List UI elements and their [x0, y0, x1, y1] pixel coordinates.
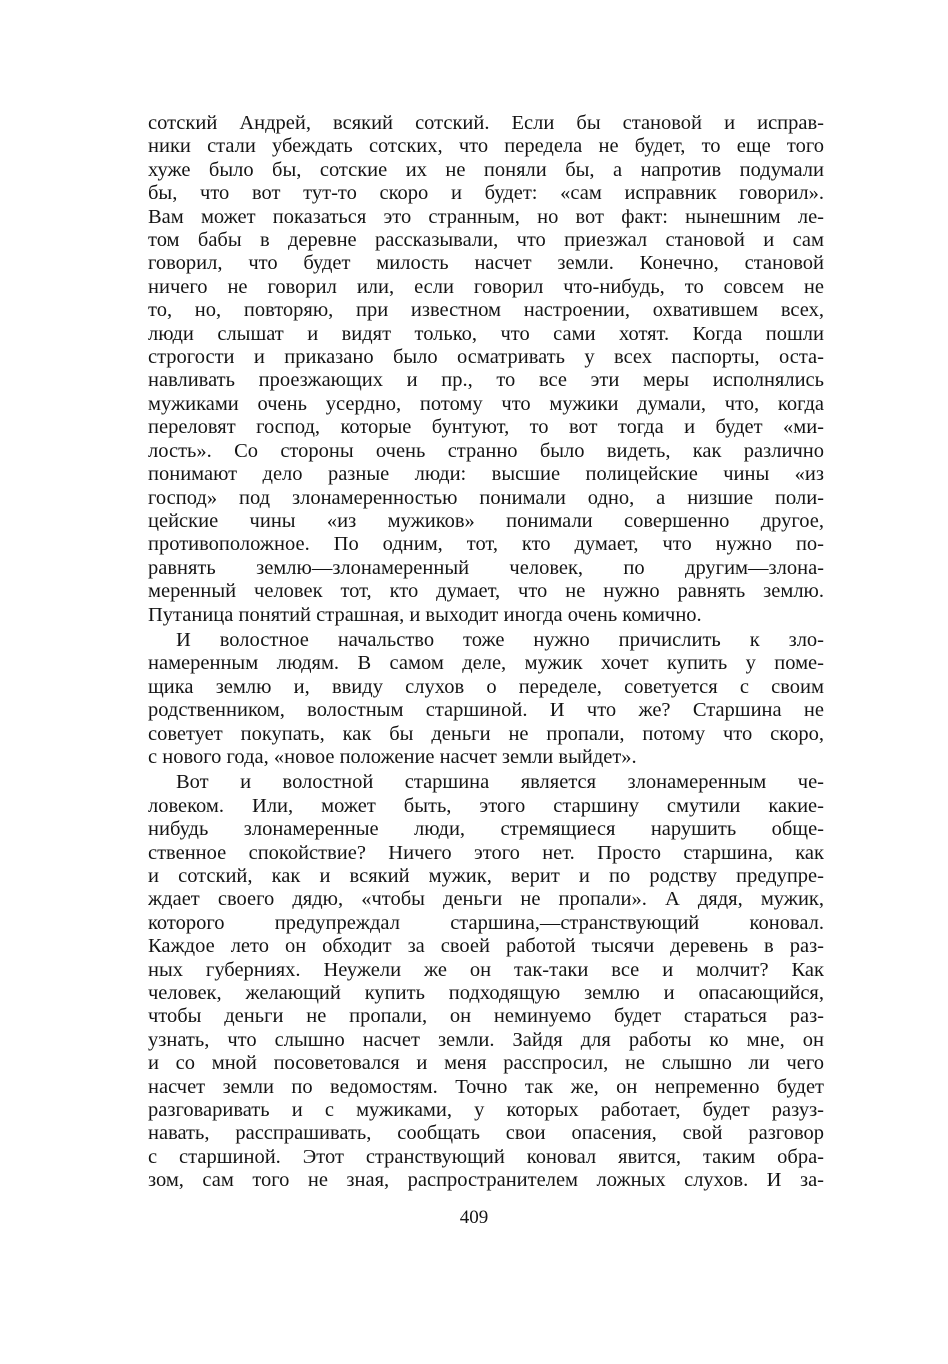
text-line: ных губерниях. Неужели же он так-таки все и молчит? Как: [148, 958, 824, 981]
paragraph: [148, 771, 824, 1192]
paragraph: [148, 112, 824, 627]
text-line: ловеком. Или, может быть, этого старшину смутили какие-: [148, 794, 824, 817]
text-line: Каждое лето он обходит за своей работой тысячи деревень в раз-: [148, 935, 824, 958]
text-line: и сотский, как и всякий мужик, верит и по родству предупре-: [148, 865, 824, 887]
text-line: понимают дело разные люди: высшие полицейские чины «из: [148, 463, 824, 486]
text-line: которого предупреждал старшина,—странствующий коновал.: [148, 911, 824, 934]
text-line: разговаривать и с мужиками, у которых работает, будет разуз-: [148, 1099, 824, 1122]
text-line: человек, желающий купить подходящую землю и опасающийся,: [148, 982, 824, 1005]
text-line: переловят господ, которые бунтуют, то вот тогда и будет «ми-: [148, 416, 824, 439]
text-line: чтобы деньги не пропали, он неминуемо будет стараться раз-: [148, 1005, 824, 1028]
text-line: противоположное. По одним, тот, кто думает, что нужно по-: [148, 533, 824, 556]
text-line: навать, расспрашивать, сообщать свои опасения, свой разговор: [148, 1122, 824, 1145]
text-line: люди слышат и видят только, что сами хотят. Когда пошли: [148, 322, 824, 345]
text-line: с старшиной. Этот странствующий коновал явится, таким обра-: [148, 1145, 824, 1168]
text-line: строгости и приказано было осматривать у всех паспорты, оста-: [148, 346, 824, 369]
text-line: том бабы в деревне рассказывали, что приезжал становой и сам: [148, 229, 824, 252]
text-line: Путаница понятий страшная, и выходит иногда очень комично.: [148, 603, 702, 626]
text-line: бы, что вот тут-то скоро и будет: «сам исправник говорил».: [148, 182, 824, 205]
text-line: узнать, что слышно насчет земли. Зайдя для работы ко мне, он: [148, 1028, 824, 1051]
body-text: [148, 112, 824, 1193]
text-line: ственное спокойствие? Ничего этого нет. Просто старшина, как: [148, 841, 824, 864]
text-line: Вот и волостной старшина является злонамеренным че-: [176, 771, 824, 794]
text-line: и со мной посоветовался и меня расспросил, не слышно ли чего: [148, 1052, 824, 1075]
text-line: И волостное начальство тоже нужно причислить к зло-: [176, 628, 824, 651]
text-line: мужиками очень усердно, потому что мужики думали, что, когда: [148, 392, 824, 415]
text-line: зом, сам того не зная, распространителем ложных слухов. И за-: [148, 1169, 824, 1192]
text-line: советует покупать, как бы деньги не пропали, потому что скоро,: [148, 722, 824, 745]
text-line: щика землю и, ввиду слухов о переделе, советуется с своим: [148, 675, 824, 698]
text-line: цейские чины «из мужиков» понимали совершенно другое,: [148, 509, 824, 532]
text-line: ждает своего дядю, «чтобы деньги не пропали». А дядя, мужик,: [148, 888, 824, 911]
text-line: родственником, волостным старшиной. И что же? Старшина не: [148, 699, 824, 722]
text-line: лость». Со стороны очень странно было видеть, как различно: [148, 439, 824, 462]
paragraph: [148, 629, 824, 769]
text-line: то, но, повторяю, при известном настроении, охватившем всех,: [148, 299, 824, 322]
text-line: господ» под злонамеренностью понимали одно, а низшие поли-: [148, 486, 824, 509]
text-line: насчет земли по ведомостям. Точно так же, он непременно будет: [148, 1075, 824, 1098]
text-line: говорил, что будет милость насчет земли. Конечно, становой: [148, 252, 824, 275]
text-line: меренный человек тот, кто думает, что не нужно равнять землю.: [148, 580, 824, 603]
text-line: хуже было бы, сотские их не поняли бы, а напротив подумали: [148, 158, 824, 181]
text-line: намеренным людям. В самом деле, мужик хочет купить у поме-: [148, 652, 824, 675]
page-number: 409: [459, 1207, 489, 1228]
text-line: с нового года, «новое положение насчет земли выйдет».: [148, 745, 637, 768]
text-line: сотский Андрей, всякий сотский. Если бы становой и исправ-: [148, 112, 824, 134]
text-line: навливать проезжающих и пр., то все эти меры исполнялись: [148, 369, 824, 392]
text-line: ничего не говорил или, если говорил что-нибудь, то совсем не: [148, 275, 824, 298]
text-line: ники стали убеждать сотских, что передела не будет, то еще того: [148, 135, 824, 158]
text-line: нибудь злонамеренные люди, стремящиеся нарушить обще-: [148, 818, 824, 841]
text-line: равнять землю—злонамеренный человек, по другим—злона-: [148, 556, 824, 579]
text-line: Вам может показаться это странным, но вот факт: нынешним ле-: [148, 205, 824, 228]
